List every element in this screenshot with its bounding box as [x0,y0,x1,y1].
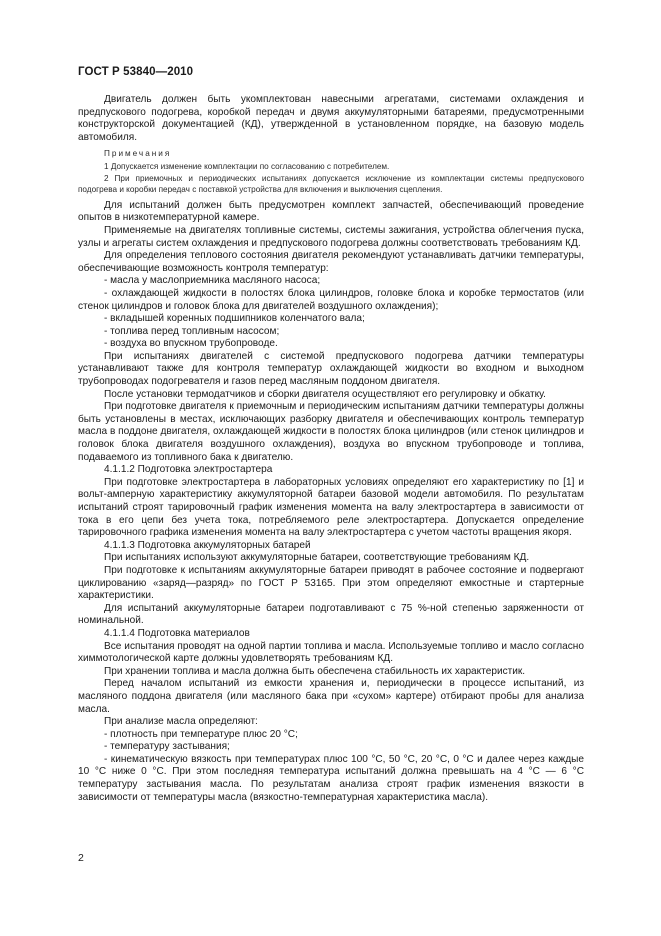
paragraph: При испытаниях двигателей с системой предпускового подогрева датчики температуры устанавливают также для контроля температур охлаждающей жидкости во входном и выходном трубопроводах подогревателя и газов перед масляным поддоном двигателя. [78,350,584,388]
paragraph: После установки термодатчиков и сборки двигателя осуществляют его регулировку и обкатку. [104,388,546,400]
list-item: - температуру застывания; [104,741,230,753]
notes-title: Примечания [104,149,172,159]
paragraph: Для испытаний должен быть предусмотрен комплект запчастей, обеспечивающий проведение опытов в низкотемпературной камере. [78,199,584,224]
paragraph: Все испытания проводят на одной партии топлива и масла. Используемые топливо и масло согласно химмотологической карте должны удовлетворять требованиям КД. [78,640,584,665]
notes-block [78,148,584,195]
document-header: ГОСТ Р 53840—2010 [78,66,194,78]
paragraph: При анализе масла определяют: [104,716,258,728]
paragraph: Двигатель должен быть укомплектован навесными агрегатами, системами охлаждения и предпускового подогрева, коробкой передач и двумя аккумуляторными батареями, предусмотренными конструкторской документацией (КД), утвержденной в установленном порядке, на базовую модель автомобиля. [78,94,584,143]
paragraph: Перед началом испытаний из емкости хранения и, периодически в процессе испытаний, из масляного поддона двигателя (или масляного бака при «сухом» картере) отбирают пробы для анализа масла. [78,678,584,715]
page-number: 2 [78,852,84,864]
note-item: 2 При приемочных и периодических испытаниях допускается исключение из комплектации системы предпускового подогрева и коробки передач с поставкой устройства для включения и выключения сцепления. [78,173,584,195]
list-item: - охлаждающей жидкости в полостях блока цилиндров, головке блока и коробке термостатов (или стенок цилиндров и головок блока для двигателей воздушного охлаждения); [78,287,584,312]
list-item: - вкладышей коренных подшипников коленчатого вала; [104,313,365,325]
paragraph: Для испытаний аккумуляторные батареи подготавливают с 75 %-ной степенью заряженности от номинальной. [78,602,584,627]
list-item: - воздуха во впускном трубопроводе. [104,338,278,350]
section-heading: 4.1.1.2 Подготовка электростартера [104,464,273,476]
section-heading: 4.1.1.3 Подготовка аккумуляторных батарей [104,539,311,551]
note-item: 1 Допускается изменение комплектации по согласованию с потребителем. [104,161,390,171]
document-body [78,94,584,804]
paragraph: Применяемые на двигателях топливные системы, системы зажигания, устройства облегчения пуска, узлы и агрегаты систем охлаждения и предпускового подогрева должны соответствовать требованиям КД. [78,224,584,249]
paragraph: При хранении топлива и масла должна быть обеспечена стабильность их характеристик. [104,665,526,677]
list-item: - масла у маслоприемника масляного насоса; [104,275,321,287]
section-heading: 4.1.1.4 Подготовка материалов [104,627,250,639]
paragraph: При подготовке к испытаниям аккумуляторные батареи приводят в рабочее состояние и подвергают циклированию «заряд—разряд» по ГОСТ Р 53165. При этом определяют емкостные и стартерные характеристики. [78,564,584,602]
paragraph: При испытаниях используют аккумуляторные батареи, соответствующие требованиям КД. [104,552,530,564]
paragraph: При подготовке двигателя к приемочным и периодическим испытаниям датчики температуры должны быть установлены в местах, исключающих разборку двигателя и обеспечивающих контроль температур масла в поддоне двигателя, охлаждающей жидкости в полостях блока цилиндров (или стенок цилиндров и головок блока двигателя воздушного охлаждения), воздуха во впускном трубопроводе и топлива, подаваемого из топливного бака к двигателю. [78,401,584,463]
list-item: - плотность при температуре плюс 20 °С; [104,728,298,740]
paragraph: Для определения теплового состояния двигателя рекомендуют устанавливать датчики температуры, обеспечивающие возможность контроля температур: [78,250,584,274]
paragraph: При подготовке электростартера в лабораторных условиях определяют его характеристику по [1] и вольт-амперную характеристику аккумуляторной батареи базовой модели автомобиля. По результатам испытаний строят тарировочный график изменения момента на валу электростартера в зависимости от тока в его цепи без учета тока, потребляемого реле электростартера. Допускается определение тарировочного графика изменения момента на валу электростартера с учетом частоты вращения якоря. [78,476,584,539]
list-item: - кинематическую вязкость при температурах плюс 100 °С, 50 °С, 20 °С, 0 °С и далее через каждые 10 °С ниже 0 °С. При этом последняя температура испытаний должна превышать на 4 °С — 6 °С температуру застывания масла. По результатам анализа строят график изменения вязкости в зависимости от температуры масла (вязкостно-температурная характеристика масла). [78,753,584,803]
list-item: - топлива перед топливным насосом; [104,325,280,337]
